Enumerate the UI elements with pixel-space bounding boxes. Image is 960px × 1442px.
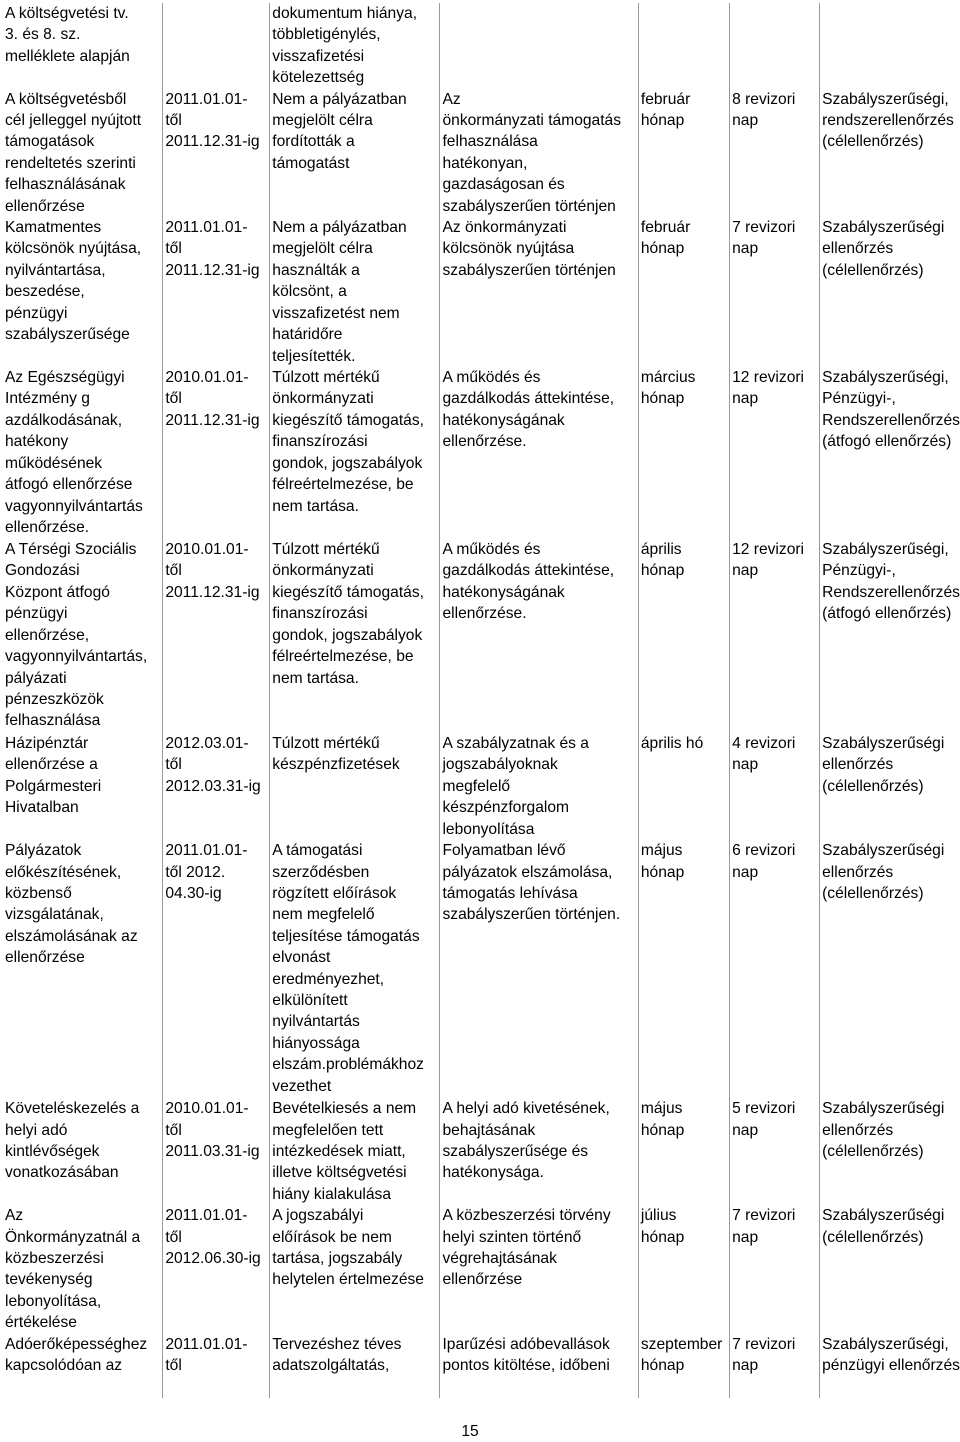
audit-goal-cell: Az önkormányzati támogatás felhasználása hatékonyan, gazdaságosan és szabályszerűen történjen xyxy=(440,89,638,217)
audit-resources-cell: 12 revizori nap xyxy=(730,367,820,539)
audit-type-cell: Szabályszerűségi, pénzügyi ellenőrzés xyxy=(820,1334,960,1398)
audit-schedule-cell xyxy=(638,3,729,89)
audit-period-cell: 2011.01.01- től 2011.12.31-ig xyxy=(163,217,270,367)
audit-schedule-cell: szeptember hónap xyxy=(638,1334,729,1398)
audit-type-cell: Szabályszerűségi ellenőrzés (célellenőrzés) xyxy=(820,733,960,840)
audit-schedule-cell: május hónap xyxy=(638,1098,729,1205)
audit-schedule-cell: július hónap xyxy=(638,1205,729,1333)
audit-goal-cell: A helyi adó kivetésének, behajtásának szabályszerűsége és hatékonysága. xyxy=(440,1098,638,1205)
audit-risk-cell: Túlzott mértékű készpénzfizetések xyxy=(270,733,440,840)
audit-type-cell: Szabályszerűségi, Pénzügyi-, Rendszerellenőrzés (átfogó ellenőrzés) xyxy=(820,539,960,733)
page-number: 15 xyxy=(461,1423,479,1440)
audit-risk-cell: Bevételkiesés a nem megfelelően tett intézkedések miatt, illetve költségvetési hiány kialakulása xyxy=(270,1098,440,1205)
audit-period-cell: 2011.01.01- től xyxy=(163,1334,270,1398)
audit-schedule-cell: május hónap xyxy=(638,840,729,1098)
audit-subject-cell: A költségvetési tv. 3. és 8. sz. melléklete alapján xyxy=(5,5,130,65)
audit-subject-cell: Házipénztár ellenőrzése a Polgármesteri Hivatalban xyxy=(5,735,102,817)
audit-resources-cell: 8 revizori nap xyxy=(730,89,820,217)
audit-subject-cell: Követeléskezelés a helyi adó kintlévőségek vonatkozásában xyxy=(5,1100,140,1182)
table-row xyxy=(3,217,960,367)
audit-resources-cell: 5 revizori nap xyxy=(730,1098,820,1205)
audit-type-cell: Szabályszerűségi ellenőrzés (célellenőrzés) xyxy=(820,840,960,1098)
audit-subject-cell: Az Önkormányzatnál a közbeszerzési tevékenység lebonyolítása, értékelése xyxy=(5,1207,141,1332)
audit-risk-cell: Tervezéshez téves adatszolgáltatás, xyxy=(270,1334,440,1398)
audit-subject-cell: Az Egészségügyi Intézmény g azdálkodásának, hatékony működésének átfogó ellenőrzése vagyonnyilvántartás ellenőrzése. xyxy=(5,369,143,536)
audit-type-cell: Szabályszerűségi ellenőrzés (célellenőrzés) xyxy=(820,217,960,367)
audit-goal-cell: A működés és gazdálkodás áttekintése, hatékonyságának ellenőrzése. xyxy=(440,367,638,539)
audit-type-cell: Szabályszerűségi (célellenőrzés) xyxy=(820,1205,960,1333)
audit-type-cell: Szabályszerűségi, Pénzügyi-, Rendszerellenőrzés (átfogó ellenőrzés) xyxy=(820,367,960,539)
table-row xyxy=(3,89,960,217)
table-row xyxy=(3,367,960,539)
audit-schedule-cell: április hónap xyxy=(638,539,729,733)
audit-risk-cell: A jogszabályi előírások be nem tartása, jogszabály helytelen értelmezése xyxy=(270,1205,440,1333)
audit-type-cell: Szabályszerűségi, rendszerellenőrzés (célellenőrzés) xyxy=(820,89,960,217)
audit-goal-cell: A szabályzatnak és a jogszabályoknak megfelelő készpénzforgalom lebonyolítása xyxy=(440,733,638,840)
audit-schedule-cell: február hónap xyxy=(638,217,729,367)
audit-goal-cell: A működés és gazdálkodás áttekintése, hatékonyságának ellenőrzése. xyxy=(440,539,638,733)
audit-period-cell: 2010.01.01- től 2011.03.31-ig xyxy=(163,1098,270,1205)
audit-schedule-cell: április hó xyxy=(638,733,729,840)
audit-risk-cell: Nem a pályázatban megjelölt célra használták a kölcsönt, a visszafizetést nem határidőre teljesítették. xyxy=(270,217,440,367)
table-row xyxy=(3,3,960,89)
audit-resources-cell: 7 revizori nap xyxy=(730,1334,820,1398)
audit-resources-cell: 12 revizori nap xyxy=(730,539,820,733)
table-row xyxy=(3,840,960,1098)
audit-risk-cell: Túlzott mértékű önkormányzati kiegészítő támogatás, finanszírozási gondok, jogszabályok félreértelmezése, be nem tartása. xyxy=(270,367,440,539)
audit-resources-cell xyxy=(730,3,820,89)
audit-subject-cell: A Térségi Szociális Gondozási Központ átfogó pénzügyi ellenőrzése, vagyonnyilvántartás, pályázati pénzeszközök felhasználása xyxy=(5,541,148,730)
audit-goal-cell: A közbeszerzési törvény helyi szinten történő végrehajtásának ellenőrzése xyxy=(440,1205,638,1333)
audit-period-cell: 2011.01.01- től 2012. 04.30-ig xyxy=(163,840,270,1098)
audit-risk-cell: Túlzott mértékű önkormányzati kiegészítő támogatás, finanszírozási gondok, jogszabályok félreértelmezése, be nem tartása. xyxy=(270,539,440,733)
table-row xyxy=(3,1205,960,1333)
audit-resources-cell: 7 revizori nap xyxy=(730,217,820,367)
table-row xyxy=(3,733,960,840)
audit-period-cell: 2011.01.01- től 2012.06.30-ig xyxy=(163,1205,270,1333)
audit-goal-cell: Iparűzési adóbevallások pontos kitöltése, időbeni xyxy=(440,1334,638,1398)
audit-type-cell xyxy=(820,3,960,89)
audit-schedule-cell: március hónap xyxy=(638,367,729,539)
audit-resources-cell: 6 revizori nap xyxy=(730,840,820,1098)
audit-type-cell: Szabályszerűségi ellenőrzés (célellenőrzés) xyxy=(820,1098,960,1205)
audit-subject-cell: Adóerőképességhez kapcsolódóan az xyxy=(5,1335,148,1374)
audit-goal-cell xyxy=(440,3,638,89)
audit-subject-cell: A költségvetésből cél jelleggel nyújtott támogatások rendeltetés szerinti felhasználásának ellenőrzése xyxy=(5,90,142,215)
audit-plan-table xyxy=(3,3,960,1398)
audit-period-cell xyxy=(163,3,270,89)
audit-resources-cell: 4 revizori nap xyxy=(730,733,820,840)
audit-goal-cell: Az önkormányzati kölcsönök nyújtása szabályszerűen történjen xyxy=(440,217,638,367)
audit-schedule-cell: február hónap xyxy=(638,89,729,217)
audit-period-cell: 2011.01.01- től 2011.12.31-ig xyxy=(163,89,270,217)
audit-resources-cell: 7 revizori nap xyxy=(730,1205,820,1333)
audit-risk-cell: A támogatási szerződésben rögzített előírások nem megfelelő teljesítése támogatás elvonást eredményezhet, elkülönített nyilvántartás hiányossága elszám.problémákhoz vezethet xyxy=(270,840,440,1098)
audit-period-cell: 2010.01.01- től 2011.12.31-ig xyxy=(163,539,270,733)
audit-subject-cell: Pályázatok előkészítésének, közbenső vizsgálatának, elszámolásának az ellenőrzése xyxy=(5,842,138,967)
audit-period-cell: 2010.01.01- től 2011.12.31-ig xyxy=(163,367,270,539)
table-row xyxy=(3,539,960,733)
table-row xyxy=(3,1098,960,1205)
table-row xyxy=(3,1334,960,1398)
audit-risk-cell: dokumentum hiánya, többletigénylés, visszafizetési kötelezettség xyxy=(270,3,440,89)
audit-subject-cell: Kamatmentes kölcsönök nyújtása, nyilvántartása, beszedése, pénzügyi szabályszerűsége xyxy=(5,219,142,344)
audit-risk-cell: Nem a pályázatban megjelölt célra fordították a támogatást xyxy=(270,89,440,217)
audit-goal-cell: Folyamatban lévő pályázatok elszámolása, támogatás lehívása szabályszerűen történjen. xyxy=(440,840,638,1098)
audit-period-cell: 2012.03.01- től 2012.03.31-ig xyxy=(163,733,270,840)
